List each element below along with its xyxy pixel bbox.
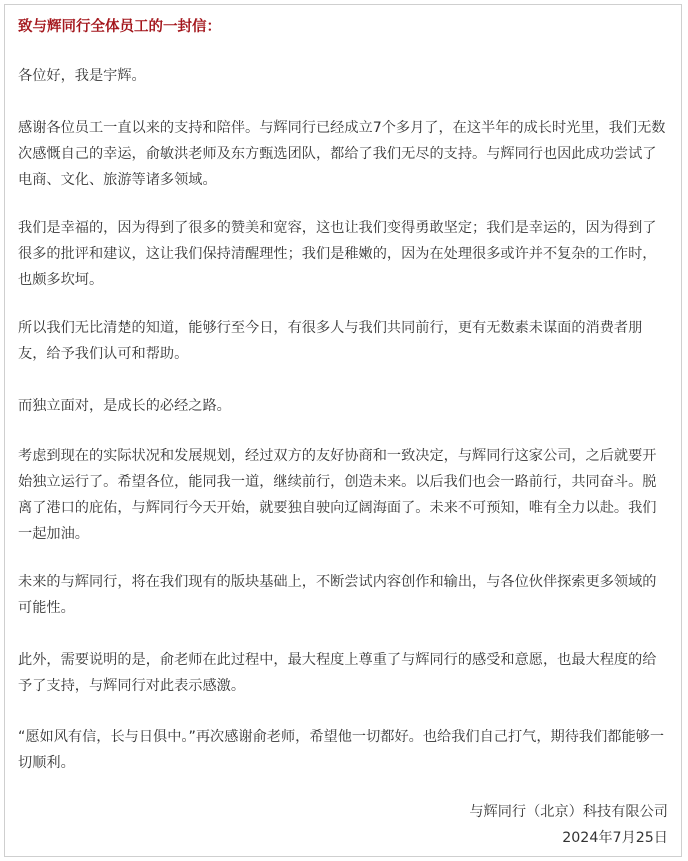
paragraph-closing: “愿如风有信，长与日俱中。”再次感谢俞老师，希望他一切都好。也给我们自己打气，期待我们都能够一切顺利。	[18, 729, 665, 771]
paragraph-announcement: 考虑到现在的实际状况和发展规划，经过双方的友好协商和一致决定，与辉同行这家公司，之后就要开始独立运行了。希望各位，能同我一道，继续前行，创造未来。以后我们也会一路前行，共同奋斗。脱离了港口的庇佑，与辉同行今天开始，就要独自驶向辽阔海面了。未来不可预知，唯有全力以赴。我们一起加油。	[18, 448, 657, 542]
paragraph-greeting: 各位好，我是宇辉。	[18, 68, 146, 84]
signature-company: 与辉同行（北京）科技有限公司	[469, 804, 668, 820]
paragraph-future: 未来的与辉同行，将在我们现有的版块基础上，不断尝试内容创作和输出，与各位伙伴探索更多领域的可能性。	[18, 574, 657, 616]
signature-date: 2024年7月25日	[562, 830, 668, 846]
paragraph-independence: 而独立面对，是成长的必经之路。	[18, 398, 231, 414]
paragraph-thanks: 感谢各位员工一直以来的支持和陪伴。与辉同行已经成立7个多月了，在这半年的成长时光里，我们无数次感慨自己的幸运，俞敏洪老师及东方甄选团队，都给了我们无尽的支持。与辉同行也因此成功尝试了电商、文化、旅游等诸多领域。	[18, 120, 666, 188]
paragraph-acknowledgement: 此外，需要说明的是，俞老师在此过程中，最大程度上尊重了与辉同行的感受和意愿，也最大程度的给予了支持，与辉同行对此表示感激。	[18, 652, 657, 694]
paragraph-reflection: 我们是幸福的，因为得到了很多的赞美和宽容，这也让我们变得勇敢坚定；我们是幸运的，因为得到了很多的批评和建议，这让我们保持清醒理性；我们是稚嫩的，因为在处理很多或许并不复杂的工作时，也颇多坎坷。	[18, 220, 657, 288]
letter-title: 致与辉同行全体员工的一封信：	[18, 19, 221, 35]
paragraph-gratitude: 所以我们无比清楚的知道，能够行至今日，有很多人与我们共同前行，更有无数素未谋面的消费者朋友，给予我们认可和帮助。	[18, 320, 643, 362]
